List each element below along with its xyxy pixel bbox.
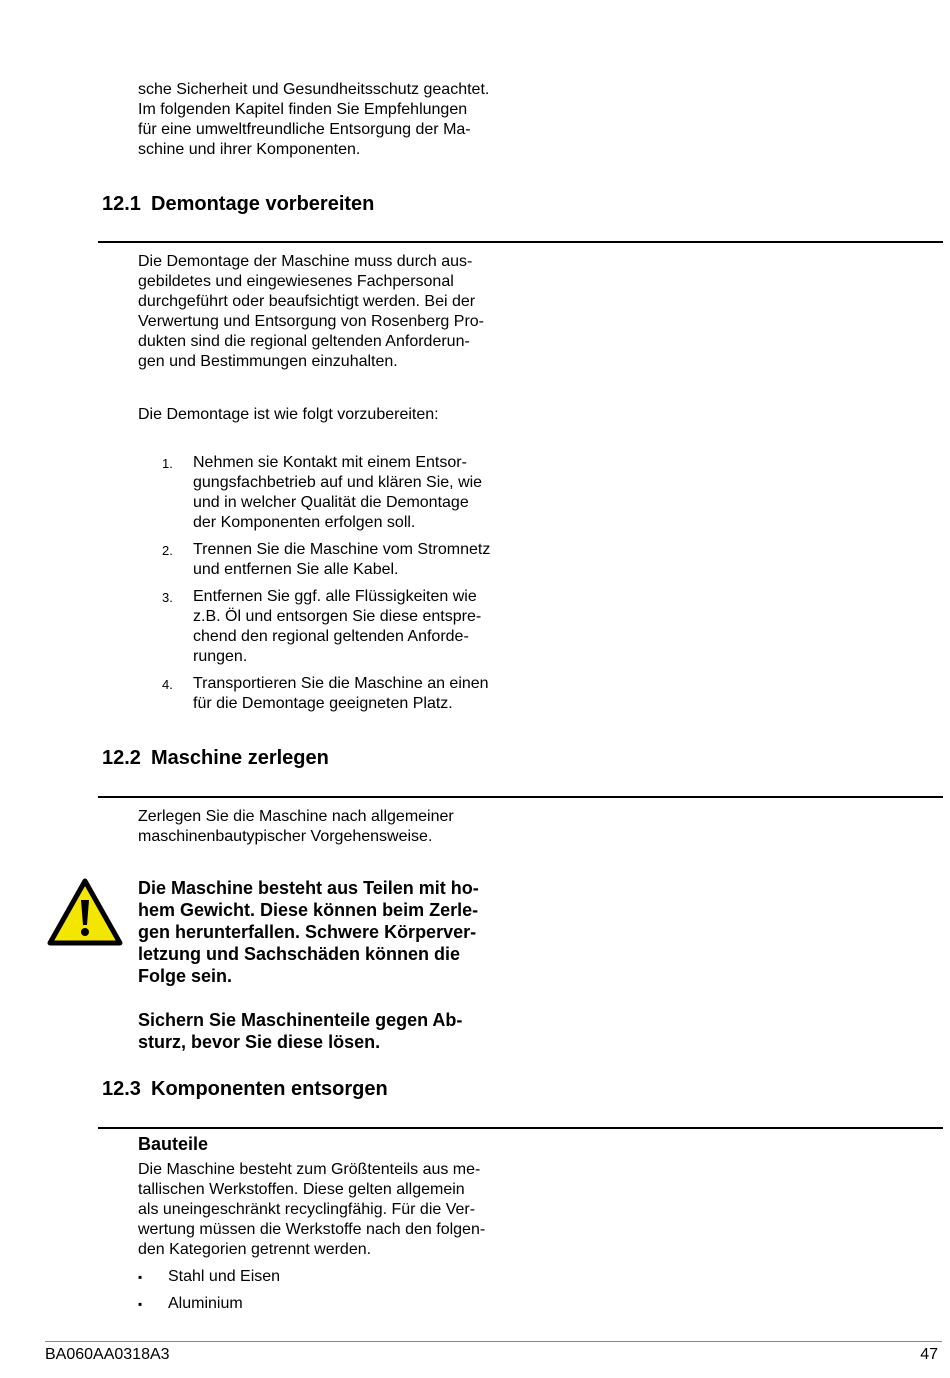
warning-triangle-icon xyxy=(47,878,123,946)
list-line: Entfernen Sie ggf. alle Flüssigkeiten wie xyxy=(193,588,477,605)
section1-body xyxy=(138,252,538,372)
list-line: chend den regional geltenden Anforde- xyxy=(193,628,469,645)
intro-line: Im folgenden Kapitel finden Sie Empfehlungen xyxy=(138,101,468,118)
body-line: wertung müssen die Werkstoffe nach den folgen- xyxy=(138,1221,486,1238)
warning-line: letzung und Sachschäden können die xyxy=(138,944,461,964)
instruction-text xyxy=(138,1009,538,1053)
instruction-line: Sichern Sie Maschinenteile gegen Ab- xyxy=(138,1010,463,1030)
list-line: z.B. Öl und entsorgen Sie diese entspre- xyxy=(193,608,482,625)
section-number: 12.3 xyxy=(102,1078,141,1100)
footer-page-number: 47 xyxy=(920,1346,938,1363)
body-line: den Kategorien getrennt werden. xyxy=(138,1241,372,1258)
bullet-text: Aluminium xyxy=(168,1295,243,1312)
body-line: Die Demontage der Maschine muss durch aus- xyxy=(138,253,473,270)
list-line: für die Demontage geeigneten Platz. xyxy=(193,695,453,712)
list-number: 2. xyxy=(162,543,173,558)
body-line: gen und Bestimmungen einzuhalten. xyxy=(138,353,398,370)
section3-body xyxy=(138,1160,538,1260)
body-line: dukten sind die regional geltenden Anforderun- xyxy=(138,333,470,350)
subheading: Bauteile xyxy=(138,1134,209,1154)
section-number: 12.2 xyxy=(102,747,141,769)
footer-doc-id: BA060AA0318A3 xyxy=(45,1346,170,1363)
footer-divider xyxy=(45,1341,942,1342)
list-number: 1. xyxy=(162,456,173,471)
body-line: maschinenbautypischer Vorgehensweise. xyxy=(138,828,433,845)
bullet-square-icon: ▪ xyxy=(138,1297,143,1311)
warning-line: Folge sein. xyxy=(138,966,233,986)
warning-line: hem Gewicht. Diese können beim Zerle- xyxy=(138,900,479,920)
bullet-square-icon: ▪ xyxy=(138,1270,143,1284)
list-line: Trennen Sie die Maschine vom Stromnetz xyxy=(193,541,491,558)
list-number: 4. xyxy=(162,677,173,692)
list-line: rungen. xyxy=(193,648,248,665)
list-line: gungsfachbetrieb auf und klären Sie, wie xyxy=(193,474,483,491)
bullet-text: Stahl und Eisen xyxy=(168,1268,281,1285)
body-line: Die Maschine besteht zum Größtenteils aus me- xyxy=(138,1161,481,1178)
section-divider xyxy=(98,241,943,243)
list-line: und entfernen Sie alle Kabel. xyxy=(193,561,399,578)
section-number: 12.1 xyxy=(102,193,141,215)
body-line: als uneingeschränkt recyclingfähig. Für die Ver- xyxy=(138,1201,476,1218)
warning-line: Die Maschine besteht aus Teilen mit ho- xyxy=(138,878,479,898)
section2-body xyxy=(138,807,538,847)
warning-text xyxy=(138,877,538,987)
instruction-line: sturz, bevor Sie diese lösen. xyxy=(138,1032,381,1052)
body-line: Verwertung und Entsorgung von Rosenberg Pro- xyxy=(138,313,484,330)
section-title: Maschine zerlegen xyxy=(151,747,329,769)
list-line: und in welcher Qualität die Demontage xyxy=(193,494,469,511)
list-line: Nehmen sie Kontakt mit einem Entsor- xyxy=(193,454,467,471)
intro-line: für eine umweltfreundliche Entsorgung der Ma- xyxy=(138,121,471,138)
intro-line: schine und ihrer Komponenten. xyxy=(138,141,361,158)
warning-line: gen herunterfallen. Schwere Körperver- xyxy=(138,922,477,942)
list-line: der Komponenten erfolgen soll. xyxy=(193,514,416,531)
list-number: 3. xyxy=(162,590,173,605)
intro-paragraph xyxy=(138,80,538,160)
section-heading-12-3 xyxy=(102,1078,388,1101)
body-line: gebildetes und eingewiesenes Fachpersonal xyxy=(138,273,454,290)
section-divider xyxy=(98,796,943,798)
section-heading-12-2 xyxy=(102,747,329,770)
body-line: tallischen Werkstoffen. Diese gelten allgemein xyxy=(138,1181,465,1198)
section-title: Komponenten entsorgen xyxy=(151,1078,388,1100)
intro-line: sche Sicherheit und Gesundheitsschutz geachtet. xyxy=(138,81,490,98)
section-title: Demontage vorbereiten xyxy=(151,193,375,215)
body-line: durchgeführt oder beaufsichtigt werden. Bei der xyxy=(138,293,476,310)
section-divider xyxy=(98,1127,943,1129)
list-line: Transportieren Sie die Maschine an einen xyxy=(193,675,489,692)
steps-intro: Die Demontage ist wie folgt vorzubereiten: xyxy=(138,406,439,423)
body-line: Zerlegen Sie die Maschine nach allgemeiner xyxy=(138,808,454,825)
section-heading-12-1 xyxy=(102,193,374,216)
